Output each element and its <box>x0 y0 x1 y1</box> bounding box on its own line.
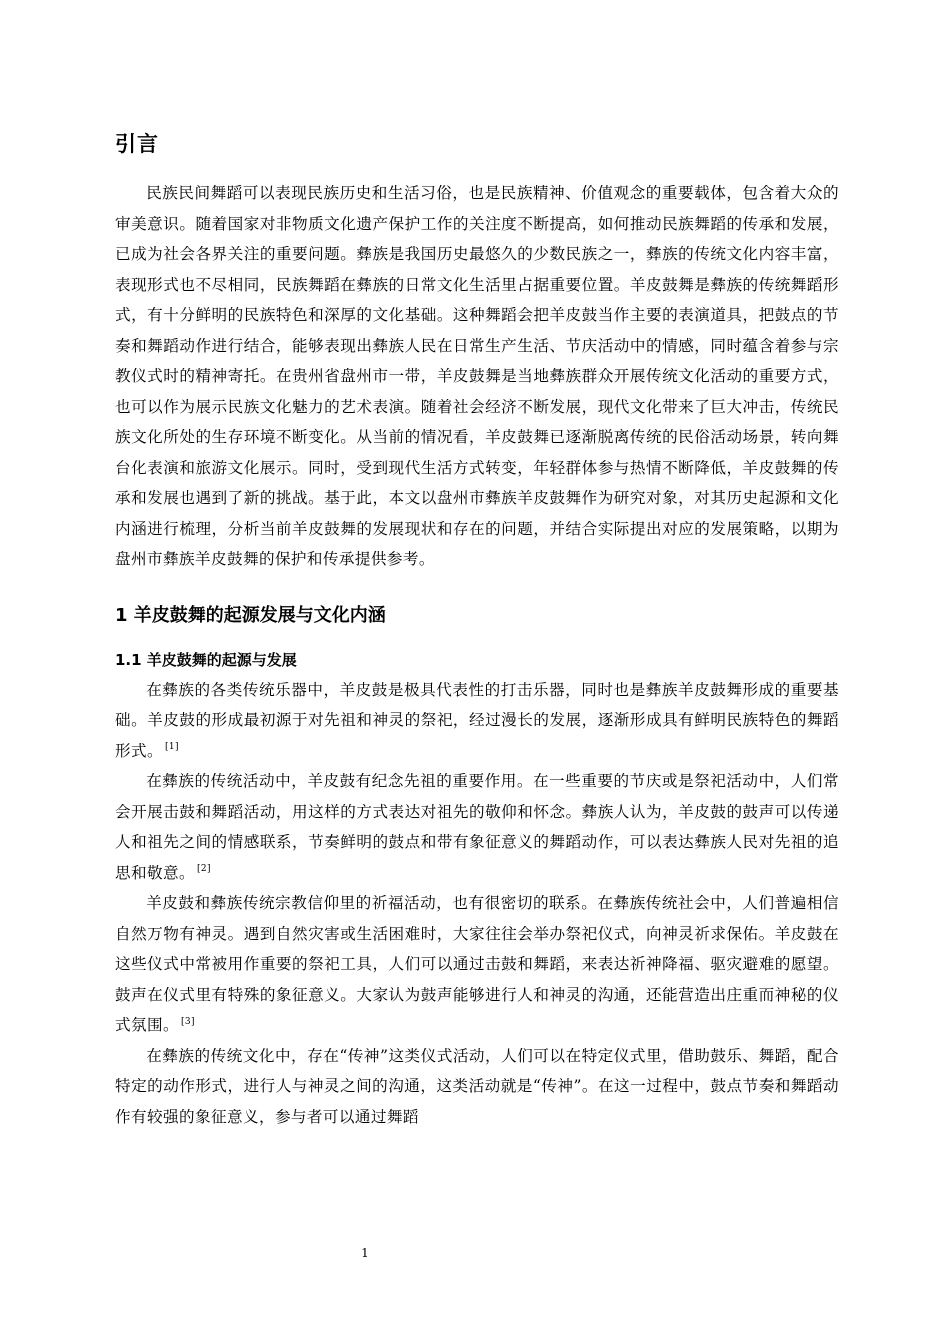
body-paragraph-3 <box>115 888 839 1041</box>
paragraph-text: 在彝族的传统文化中，存在“传神”这类仪式活动，人们可以在特定仪式里，借助鼓乐、舞蹈，配合特定的动作形式，进行人与神灵之间的沟通，这类活动就是“传神”。在这一过程中，鼓点节奏和舞蹈动作有较强的象征意义，参与者可以通过舞蹈 <box>115 1046 839 1126</box>
page-content <box>115 126 839 1132</box>
intro-heading: 引言 <box>115 132 159 156</box>
paragraph-text: 羊皮鼓和彝族传统宗教信仰里的祈福活动，也有很密切的联系。在彝族传统社会中，人们普遍相信自然万物有神灵。遇到自然灾害或生活困难时，大家往往会举办祭祀仪式，向神灵祈求保佑。羊皮鼓在这些仪式中常被用作重要的祭祀工具，人们可以通过击鼓和舞蹈，来表达祈神降福、驱灾避难的愿望。鼓声在仪式里有特殊的象征意义。大家认为鼓声能够进行人和神灵的沟通，还能营造出庄重而神秘的仪式氛围。 <box>115 894 839 1034</box>
paragraph-text: 在彝族的各类传统乐器中，羊皮鼓是极具代表性的打击乐器，同时也是彝族羊皮鼓舞形成的重要基础。羊皮鼓的形成最初源于对先祖和神灵的祭祀，经过漫长的发展，逐渐形成具有鲜明民族特色的舞蹈形式。 <box>115 680 839 760</box>
intro-paragraph: 民族民间舞蹈可以表现民族历史和生活习俗，也是民族精神、价值观念的重要载体，包含着大众的审美意识。随着国家对非物质文化遗产保护工作的关注度不断提高，如何推动民族舞蹈的传承和发展，已成为社会各界关注的重要问题。彝族是我国历史最悠久的少数民族之一，彝族的传统文化内容丰富，表现形式也不尽相同，民族舞蹈在彝族的日常文化生活里占据重要位置。羊皮鼓舞是彝族的传统舞蹈形式，有十分鲜明的民族特色和深厚的文化基础。这种舞蹈会把羊皮鼓当作主要的表演道具，把鼓点的节奏和舞蹈动作进行结合，能够表现出彝族人民在日常生产生活、节庆活动中的情感，同时蕴含着参与宗教仪式时的精神寄托。在贵州省盘州市一带，羊皮鼓舞是当地彝族群众开展传统文化活动的重要方式，也可以作为展示民族文化魅力的艺术表演。随着社会经济不断发展，现代文化带来了巨大冲击，传统民族文化所处的生存环境不断变化。从当前的情况看，羊皮鼓舞已逐渐脱离传统的民俗活动场景，转向舞台化表演和旅游文化展示。同时，受到现代生活方式转变，年轻群体参与热情不断降低，羊皮鼓舞的传承和发展也遇到了新的挑战。基于此，本文以盘州市彝族羊皮鼓舞作为研究对象，对其历史起源和文化内涵进行梳理，分析当前羊皮鼓舞的发展现状和存在的问题，并结合实际提出对应的发展策略，以期为盘州市彝族羊皮鼓舞的保护和传承提供参考。 <box>115 184 839 568</box>
body-paragraph-2 <box>115 766 839 888</box>
citation-ref-1: [1] <box>164 742 179 753</box>
chapter-1-heading: 1 羊皮鼓舞的起源发展与文化内涵 <box>115 604 386 626</box>
body-paragraph-1 <box>115 675 839 767</box>
body-paragraph-4 <box>115 1041 839 1133</box>
citation-ref-3: [3] <box>180 1016 195 1027</box>
section-1-1-heading: 1.1 羊皮鼓舞的起源与发展 <box>115 650 297 669</box>
citation-ref-2: [2] <box>196 864 211 875</box>
paragraph-text: 在彝族的传统活动中，羊皮鼓有纪念先祖的重要作用。在一些重要的节庆或是祭祀活动中，人们常会开展击鼓和舞蹈活动，用这样的方式表达对祖先的敬仰和怀念。彝族人认为，羊皮鼓的鼓声可以传递人和祖先之间的情感联系，节奏鲜明的鼓点和带有象征意义的舞蹈动作，可以表达彝族人民对先祖的追思和敬意。 <box>115 772 839 882</box>
page-number: 1 <box>361 1246 369 1260</box>
